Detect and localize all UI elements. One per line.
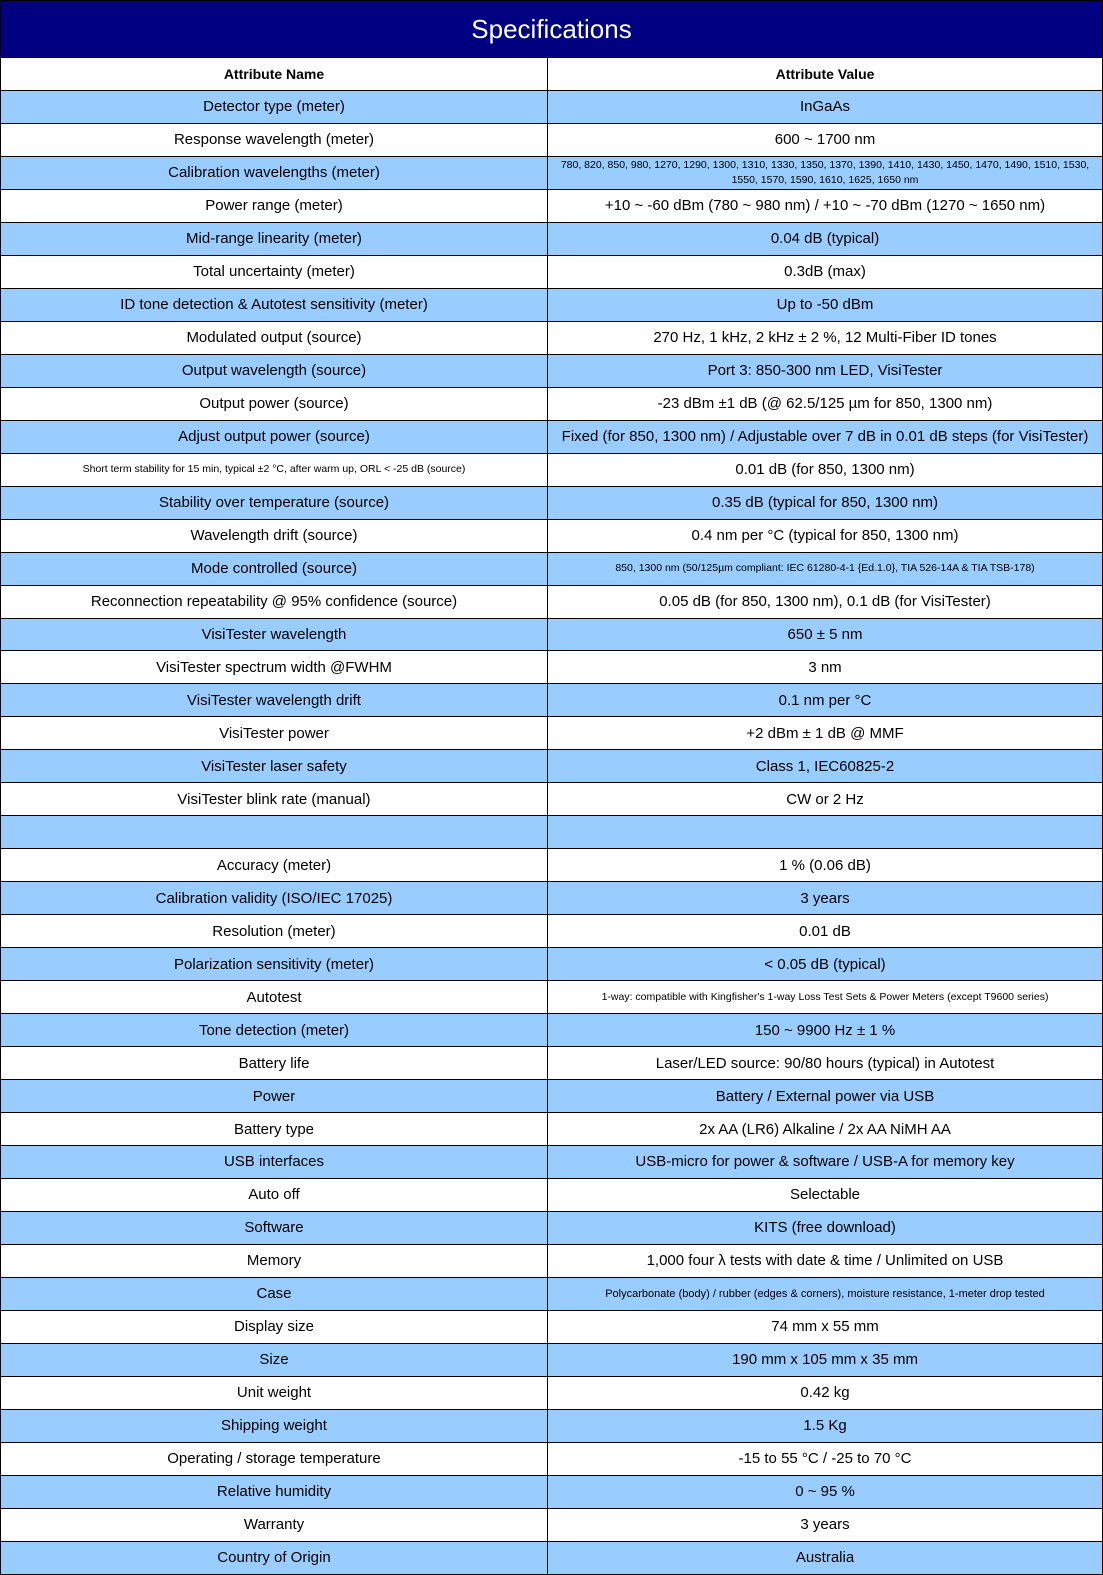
attribute-value-cell: +10 ~ -60 dBm (780 ~ 980 nm) / +10 ~ -70 dBm (1270 ~ 1650 nm) xyxy=(548,189,1103,222)
table-row xyxy=(1,750,1103,783)
attribute-name-cell: Power range (meter) xyxy=(1,189,548,222)
attribute-value-cell: 150 ~ 9900 Hz ± 1 % xyxy=(548,1014,1103,1047)
attribute-value-cell xyxy=(548,816,1103,849)
attribute-name-cell: Short term stability for 15 min, typical ±2 °C, after warm up, ORL < -25 dB (source) xyxy=(1,453,548,486)
table-row xyxy=(1,717,1103,750)
attribute-name-cell: Response wavelength (meter) xyxy=(1,123,548,156)
attribute-name-cell: Adjust output power (source) xyxy=(1,420,548,453)
attribute-name-cell: Wavelength drift (source) xyxy=(1,519,548,552)
table-row xyxy=(1,1146,1103,1179)
attribute-name-cell: Relative humidity xyxy=(1,1475,548,1508)
attribute-value-cell: 0.04 dB (typical) xyxy=(548,222,1103,255)
attribute-value-cell: Port 3: 850-300 nm LED, VisiTester xyxy=(548,354,1103,387)
attribute-name-cell: Shipping weight xyxy=(1,1409,548,1442)
attribute-value-cell: 0.01 dB xyxy=(548,915,1103,948)
attribute-name-cell: Battery life xyxy=(1,1047,548,1080)
attribute-value-cell: KITS (free download) xyxy=(548,1211,1103,1244)
attribute-name-cell: Unit weight xyxy=(1,1376,548,1409)
attribute-value-cell: Battery / External power via USB xyxy=(548,1080,1103,1113)
table-row xyxy=(1,156,1103,189)
table-row xyxy=(1,420,1103,453)
attribute-name-cell: Output power (source) xyxy=(1,387,548,420)
table-row xyxy=(1,783,1103,816)
attribute-name-cell: Modulated output (source) xyxy=(1,321,548,354)
attribute-name-cell: Autotest xyxy=(1,981,548,1014)
table-row xyxy=(1,585,1103,618)
attribute-name-cell: Display size xyxy=(1,1310,548,1343)
attribute-value-cell: 2x AA (LR6) Alkaline / 2x AA NiMH AA xyxy=(548,1113,1103,1146)
attribute-value-cell: CW or 2 Hz xyxy=(548,783,1103,816)
table-row xyxy=(1,222,1103,255)
table-row xyxy=(1,882,1103,915)
attribute-name-cell: Stability over temperature (source) xyxy=(1,486,548,519)
table-row xyxy=(1,816,1103,849)
attribute-name-cell: Reconnection repeatability @ 95% confidence (source) xyxy=(1,585,548,618)
table-title: Specifications xyxy=(1,1,1103,58)
attribute-value-cell: 3 years xyxy=(548,882,1103,915)
table-row xyxy=(1,453,1103,486)
table-row xyxy=(1,288,1103,321)
attribute-value-cell: 1-way: compatible with Kingfisher's 1-way Loss Test Sets & Power Meters (except T9600 series) xyxy=(548,981,1103,1014)
attribute-value-cell: Selectable xyxy=(548,1178,1103,1211)
attribute-name-cell: VisiTester blink rate (manual) xyxy=(1,783,548,816)
attribute-value-cell: USB-micro for power & software / USB-A for memory key xyxy=(548,1146,1103,1179)
attribute-name-cell: Size xyxy=(1,1343,548,1376)
table-row xyxy=(1,849,1103,882)
table-row xyxy=(1,1178,1103,1211)
table-row xyxy=(1,486,1103,519)
attribute-name-cell: Calibration wavelengths (meter) xyxy=(1,156,548,189)
attribute-value-cell: Up to -50 dBm xyxy=(548,288,1103,321)
attribute-value-cell: 0.01 dB (for 850, 1300 nm) xyxy=(548,453,1103,486)
table-row xyxy=(1,321,1103,354)
attribute-value-cell: Australia xyxy=(548,1541,1103,1574)
attribute-name-cell: Mid-range linearity (meter) xyxy=(1,222,548,255)
table-row xyxy=(1,1475,1103,1508)
attribute-name-cell: Battery type xyxy=(1,1113,548,1146)
table-row xyxy=(1,948,1103,981)
attribute-value-header: Attribute Value xyxy=(548,58,1103,91)
table-row xyxy=(1,1442,1103,1475)
attribute-name-cell: Polarization sensitivity (meter) xyxy=(1,948,548,981)
table-row xyxy=(1,123,1103,156)
table-row xyxy=(1,1014,1103,1047)
attribute-name-cell: Memory xyxy=(1,1244,548,1277)
attribute-value-cell: 0.1 nm per °C xyxy=(548,684,1103,717)
table-row xyxy=(1,1343,1103,1376)
attribute-value-cell: Polycarbonate (body) / rubber (edges & corners), moisture resistance, 1-meter drop tested xyxy=(548,1277,1103,1310)
table-row xyxy=(1,1541,1103,1574)
attribute-name-cell: VisiTester wavelength xyxy=(1,618,548,651)
attribute-name-cell: VisiTester laser safety xyxy=(1,750,548,783)
attribute-name-cell: VisiTester wavelength drift xyxy=(1,684,548,717)
attribute-name-cell: Total uncertainty (meter) xyxy=(1,255,548,288)
attribute-value-cell: -15 to 55 °C / -25 to 70 °C xyxy=(548,1442,1103,1475)
table-row xyxy=(1,1508,1103,1541)
attribute-name-cell: Auto off xyxy=(1,1178,548,1211)
table-row xyxy=(1,354,1103,387)
table-row xyxy=(1,1310,1103,1343)
table-row xyxy=(1,1409,1103,1442)
attribute-name-cell: Detector type (meter) xyxy=(1,91,548,124)
attribute-value-cell: Fixed (for 850, 1300 nm) / Adjustable over 7 dB in 0.01 dB steps (for VisiTester) xyxy=(548,420,1103,453)
attribute-name-cell: Tone detection (meter) xyxy=(1,1014,548,1047)
attribute-value-cell: 190 mm x 105 mm x 35 mm xyxy=(548,1343,1103,1376)
table-row xyxy=(1,255,1103,288)
title-row xyxy=(1,1,1103,58)
header-row xyxy=(1,58,1103,91)
table-row xyxy=(1,1113,1103,1146)
attribute-name-cell: Resolution (meter) xyxy=(1,915,548,948)
attribute-name-cell: VisiTester spectrum width @FWHM xyxy=(1,651,548,684)
attribute-name-cell: Operating / storage temperature xyxy=(1,1442,548,1475)
attribute-name-cell: Country of Origin xyxy=(1,1541,548,1574)
attribute-name-cell: Output wavelength (source) xyxy=(1,354,548,387)
attribute-value-cell: 270 Hz, 1 kHz, 2 kHz ± 2 %, 12 Multi-Fiber ID tones xyxy=(548,321,1103,354)
attribute-name-cell: Case xyxy=(1,1277,548,1310)
table-row xyxy=(1,651,1103,684)
attribute-name-cell xyxy=(1,816,548,849)
table-row xyxy=(1,1376,1103,1409)
table-row xyxy=(1,684,1103,717)
attribute-name-cell: Power xyxy=(1,1080,548,1113)
table-row xyxy=(1,618,1103,651)
attribute-value-cell: 600 ~ 1700 nm xyxy=(548,123,1103,156)
spec-rows xyxy=(1,91,1103,1575)
attribute-value-cell: 0.3dB (max) xyxy=(548,255,1103,288)
attribute-name-cell: Calibration validity (ISO/IEC 17025) xyxy=(1,882,548,915)
table-row xyxy=(1,1080,1103,1113)
table-row xyxy=(1,552,1103,585)
table-row xyxy=(1,1244,1103,1277)
attribute-value-cell: 850, 1300 nm (50/125µm compliant: IEC 61280-4-1 {Ed.1.0}, TIA 526-14A & TIA TSB-178) xyxy=(548,552,1103,585)
attribute-value-cell: 780, 820, 850, 980, 1270, 1290, 1300, 1310, 1330, 1350, 1370, 1390, 1410, 1430, 1450, 1470, 1490, 1510, 1530, 1550, 1570, 1590, 1610, 1625, 1650 nm xyxy=(548,156,1103,189)
attribute-value-cell: 3 nm xyxy=(548,651,1103,684)
attribute-value-cell: 1,000 four λ tests with date & time / Unlimited on USB xyxy=(548,1244,1103,1277)
attribute-name-cell: Mode controlled (source) xyxy=(1,552,548,585)
attribute-value-cell: 0.35 dB (typical for 850, 1300 nm) xyxy=(548,486,1103,519)
attribute-value-cell: 74 mm x 55 mm xyxy=(548,1310,1103,1343)
attribute-name-header: Attribute Name xyxy=(1,58,548,91)
table-row xyxy=(1,1211,1103,1244)
table-row xyxy=(1,189,1103,222)
table-row xyxy=(1,1277,1103,1310)
table-row xyxy=(1,981,1103,1014)
attribute-name-cell: Software xyxy=(1,1211,548,1244)
attribute-value-cell: 650 ± 5 nm xyxy=(548,618,1103,651)
table-row xyxy=(1,91,1103,124)
attribute-name-cell: VisiTester power xyxy=(1,717,548,750)
attribute-value-cell: -23 dBm ±1 dB (@ 62.5/125 µm for 850, 1300 nm) xyxy=(548,387,1103,420)
attribute-value-cell: 1.5 Kg xyxy=(548,1409,1103,1442)
attribute-value-cell: 3 years xyxy=(548,1508,1103,1541)
attribute-value-cell: Class 1, IEC60825-2 xyxy=(548,750,1103,783)
table-row xyxy=(1,519,1103,552)
attribute-value-cell: < 0.05 dB (typical) xyxy=(548,948,1103,981)
attribute-value-cell: 0.4 nm per °C (typical for 850, 1300 nm) xyxy=(548,519,1103,552)
table-row xyxy=(1,1047,1103,1080)
attribute-value-cell: 1 % (0.06 dB) xyxy=(548,849,1103,882)
attribute-name-cell: USB interfaces xyxy=(1,1146,548,1179)
attribute-value-cell: 0.05 dB (for 850, 1300 nm), 0.1 dB (for VisiTester) xyxy=(548,585,1103,618)
attribute-value-cell: InGaAs xyxy=(548,91,1103,124)
attribute-value-cell: 0.42 kg xyxy=(548,1376,1103,1409)
attribute-name-cell: Accuracy (meter) xyxy=(1,849,548,882)
attribute-name-cell: ID tone detection & Autotest sensitivity (meter) xyxy=(1,288,548,321)
attribute-value-cell: Laser/LED source: 90/80 hours (typical) in Autotest xyxy=(548,1047,1103,1080)
attribute-value-cell: +2 dBm ± 1 dB @ MMF xyxy=(548,717,1103,750)
attribute-name-cell: Warranty xyxy=(1,1508,548,1541)
attribute-value-cell: 0 ~ 95 % xyxy=(548,1475,1103,1508)
table-row xyxy=(1,387,1103,420)
table-row xyxy=(1,915,1103,948)
